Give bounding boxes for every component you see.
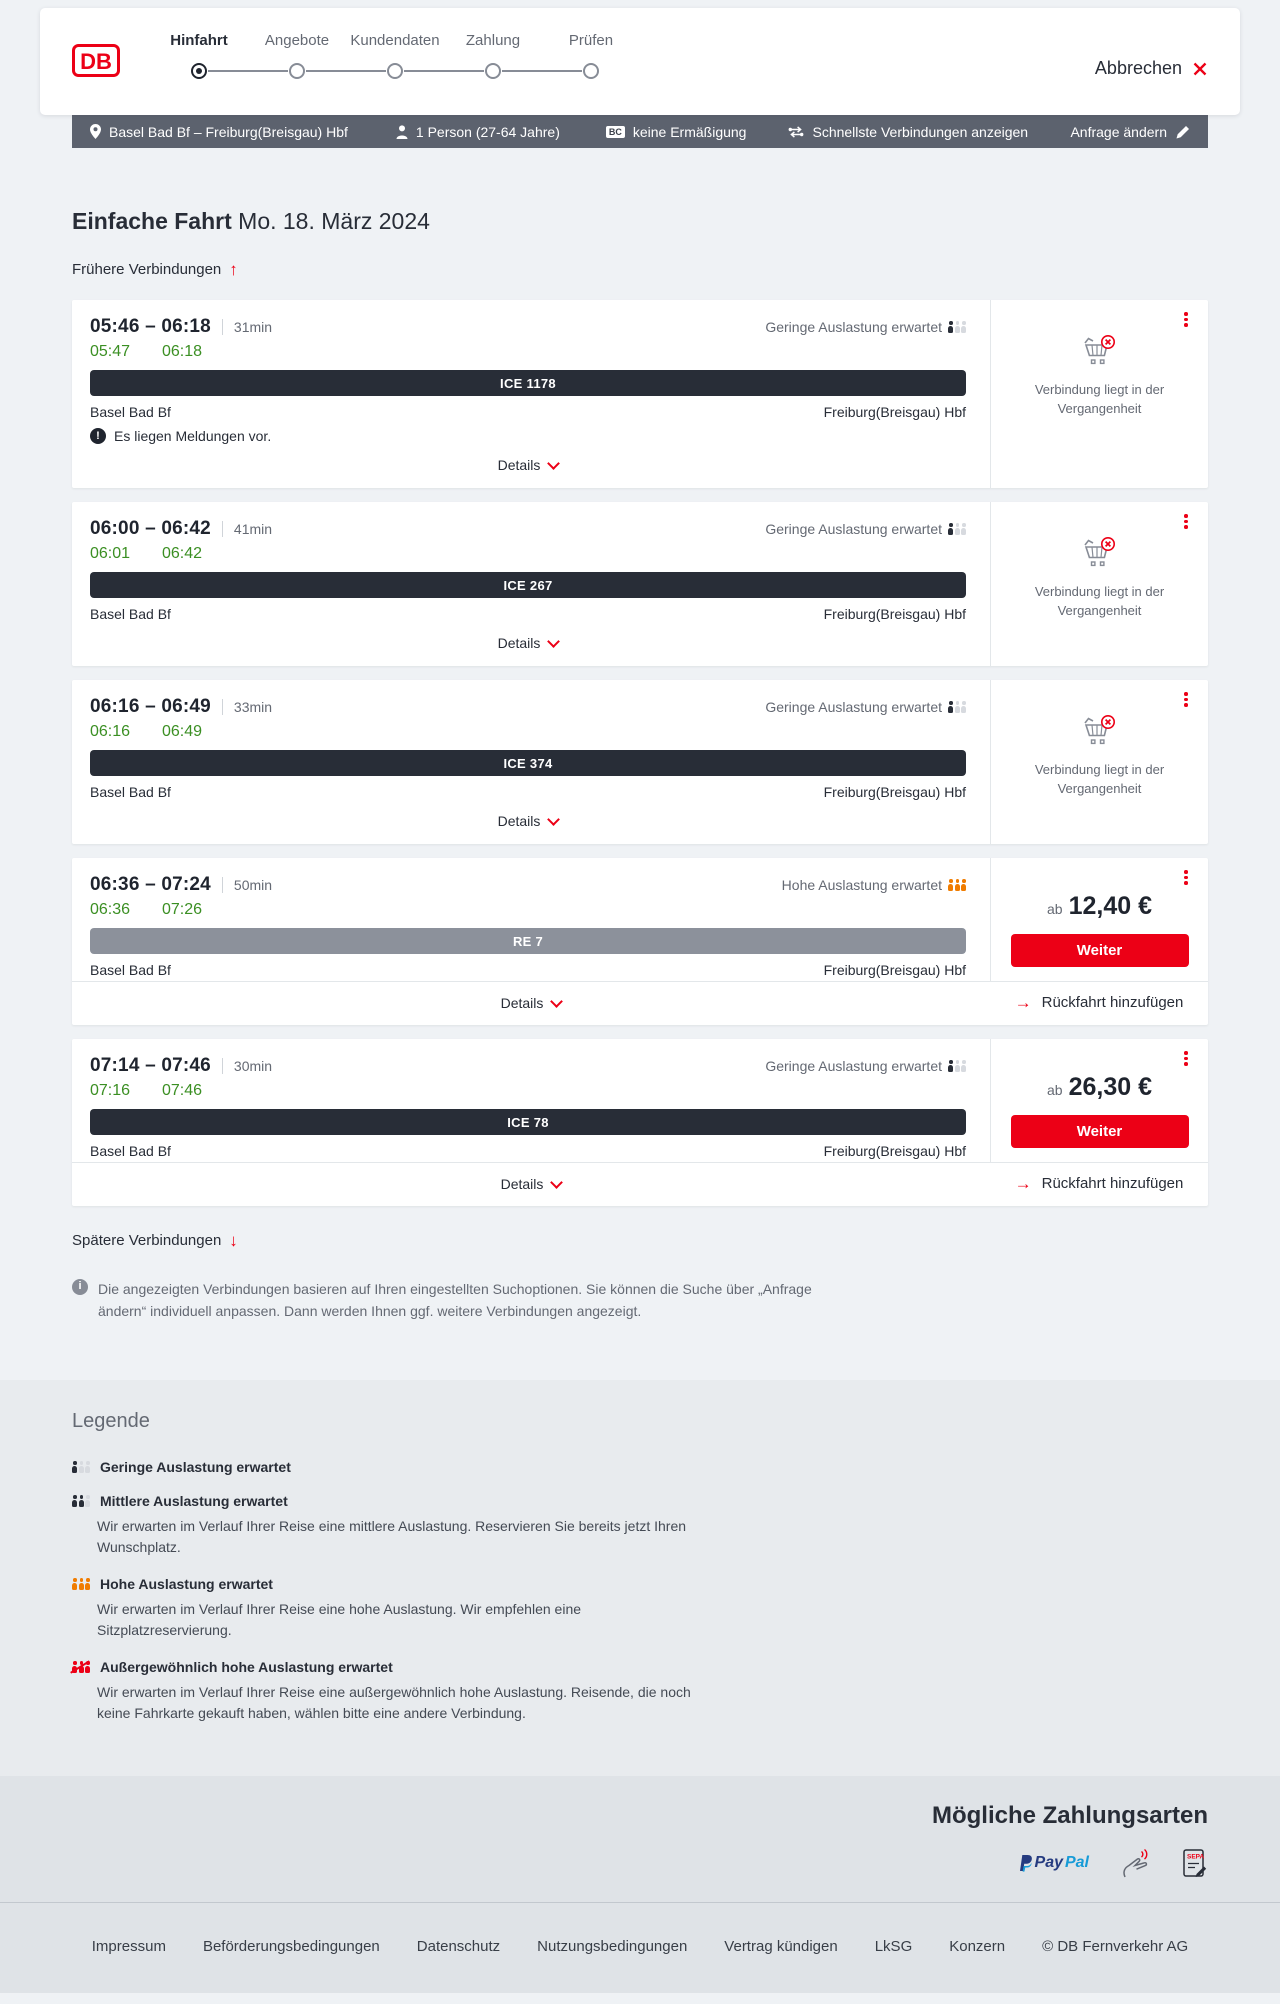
realtime-times (90, 901, 966, 919)
continue-button[interactable]: Weiter (1011, 934, 1189, 967)
destination-station: Freiburg(Breisgau) Hbf (823, 606, 966, 622)
legend-item-medium (72, 1493, 1208, 1558)
step-label: Prüfen (568, 32, 614, 49)
more-options-button[interactable] (1178, 514, 1194, 532)
occupancy-low-icon (948, 1060, 966, 1072)
summary-passengers (396, 124, 560, 140)
step-pruefen[interactable] (542, 32, 640, 79)
more-options-button[interactable] (1178, 870, 1194, 888)
footer-link-nutzungsbedingungen[interactable]: Nutzungsbedingungen (537, 1938, 688, 1956)
arrival-actual: 07:46 (162, 1082, 203, 1099)
train-segment-bar: ICE 78 (90, 1109, 966, 1135)
occupancy-label: Geringe Auslastung erwartet (765, 521, 942, 537)
details-button[interactable] (90, 622, 966, 666)
connection-card-2 (72, 502, 1208, 666)
details-button[interactable] (501, 1164, 562, 1206)
add-return-label: Rückfahrt hinzufügen (1041, 994, 1184, 1011)
person-icon (396, 125, 408, 139)
divider (222, 319, 223, 335)
details-label: Details (497, 457, 541, 473)
header (40, 8, 1240, 115)
step-label: Zahlung (465, 32, 521, 49)
legend-description: Wir erwarten im Verlauf Ihrer Reise eine hohe Auslastung. Wir empfehlen eine Sitzplatzreservierung. (97, 1601, 582, 1639)
footer-link-konzern[interactable]: Konzern (949, 1938, 1006, 1956)
legend-description: Wir erwarten im Verlauf Ihrer Reise eine mittlere Auslastung. Reservieren Sie bereits jetzt Ihren Wunschplatz. (97, 1518, 687, 1556)
occupancy-label: Geringe Auslastung erwartet (765, 699, 942, 715)
duration: 30min (233, 1058, 273, 1074)
occupancy-low-icon (948, 701, 966, 713)
duration: 41min (233, 521, 273, 537)
realtime-times (90, 545, 966, 563)
more-options-button[interactable] (1178, 1051, 1194, 1069)
chevron-down-icon (548, 635, 561, 648)
cart-unavailable-icon (1080, 714, 1120, 748)
details-label: Details (497, 813, 541, 829)
connection-card-5 (72, 1039, 1208, 1206)
connection-side-panel (990, 502, 1208, 666)
time-range: 06:36 – 07:24 (90, 874, 211, 895)
step-dot-icon (289, 63, 305, 79)
booking-panel (990, 858, 1208, 981)
booking-panel (990, 1039, 1208, 1162)
legend-section (0, 1380, 1280, 1776)
payment-section (0, 1776, 1280, 1902)
bahncard-icon: BC (606, 126, 625, 138)
footer (0, 1902, 1280, 1993)
step-label: Kundendaten (350, 32, 440, 49)
passengers-text: 1 Person (27-64 Jahre) (415, 123, 560, 140)
past-connection-status: Verbindung liegt in der Vergangenheit (1034, 584, 1165, 618)
more-options-button[interactable] (1178, 692, 1194, 710)
occupancy-medium-icon (72, 1495, 90, 1507)
step-dot-icon (485, 63, 501, 79)
realtime-times (90, 723, 966, 741)
more-options-button[interactable] (1178, 312, 1194, 330)
connection-message (90, 428, 966, 444)
legend-item-very-high (72, 1659, 1208, 1724)
details-label: Details (500, 1175, 544, 1192)
fastest-connections-toggle[interactable] (788, 124, 1028, 140)
message-text: Es liegen Meldungen vor. (114, 428, 272, 444)
step-kundendaten[interactable] (346, 32, 444, 79)
footer-link-datenschutz[interactable]: Datenschutz (416, 1938, 501, 1956)
occupancy-high-icon (72, 1578, 90, 1590)
connection-card-1 (72, 300, 1208, 488)
destination-station: Freiburg(Breisgau) Hbf (823, 784, 966, 800)
departure-actual: 06:36 (90, 901, 131, 918)
occupancy-low-icon (948, 523, 966, 535)
footer-link-vertrag-kuendigen[interactable]: Vertrag kündigen (724, 1938, 838, 1956)
db-logo-icon (72, 44, 120, 77)
legend-label: Mittlere Auslastung erwartet (100, 1493, 288, 1510)
occupancy-label: Geringe Auslastung erwartet (765, 1058, 942, 1074)
edit-request-button[interactable] (1070, 124, 1190, 140)
legend-item-low (72, 1459, 1208, 1475)
connection-info (72, 300, 990, 488)
info-note-text: Die angezeigten Verbindungen basieren auf Ihren eingestellten Suchoptionen. Sie können die Suche über „Anfrage ändern“ individuell anpassen. Dann werden Ihnen ggf. weitere Verbindungen angezeigt. (98, 1281, 812, 1319)
later-label: Spätere Verbindungen (72, 1232, 222, 1249)
location-pin-icon (90, 124, 101, 139)
arrival-actual: 07:26 (162, 901, 203, 918)
train-segment-bar: ICE 267 (90, 572, 966, 598)
discount-text: keine Ermäßigung (632, 123, 747, 140)
destination-station: Freiburg(Breisgau) Hbf (823, 404, 966, 420)
arrow-up-icon: ↑ (229, 260, 238, 279)
occupancy-high-icon (948, 879, 966, 891)
divider (222, 521, 223, 537)
chevron-down-icon (548, 813, 561, 826)
connection-card-4 (72, 858, 1208, 1025)
db-booking-page (0, 8, 1280, 1993)
realtime-times (90, 343, 966, 361)
footer-link-lksg[interactable]: LkSG (874, 1938, 913, 1956)
divider (222, 1058, 223, 1074)
price: 26,30 € (1068, 1073, 1152, 1101)
train-segment-bar: RE 7 (90, 928, 966, 954)
add-return-button[interactable] (990, 982, 1208, 1025)
time-range: 05:46 – 06:18 (90, 316, 211, 337)
edit-request-label: Anfrage ändern (1070, 123, 1167, 140)
route-text: Basel Bad Bf – Freiburg(Breisgau) Hbf (109, 123, 348, 140)
page-title (72, 208, 1208, 235)
svg-text:DB: DB (80, 49, 112, 74)
origin-station: Basel Bad Bf (90, 1143, 171, 1159)
connection-list (72, 300, 1208, 1206)
train-segment-bar: ICE 1178 (90, 370, 966, 396)
details-label: Details (500, 994, 544, 1011)
footer-copyright: © DB Fernverkehr AG (1042, 1938, 1189, 1956)
step-zahlung[interactable] (444, 32, 542, 79)
price-prefix: ab (1047, 901, 1063, 917)
origin-station: Basel Bad Bf (90, 404, 171, 420)
divider (222, 699, 223, 715)
divider (222, 877, 223, 893)
chevron-down-icon (551, 1176, 564, 1189)
chevron-down-icon (548, 457, 561, 470)
progress-stepper (150, 32, 640, 79)
origin-station: Basel Bad Bf (90, 962, 171, 978)
close-icon (1192, 61, 1208, 77)
connection-info (72, 502, 990, 666)
step-label: Angebote (264, 32, 330, 49)
paypal-text-pay: Pay (1034, 1854, 1063, 1872)
add-return-button[interactable] (990, 1163, 1208, 1206)
train-segment-bar: ICE 374 (90, 750, 966, 776)
occupancy-low-icon (948, 321, 966, 333)
legend-item-high (72, 1576, 1208, 1641)
later-connections-button[interactable] (72, 1232, 238, 1249)
cart-unavailable-icon (1080, 536, 1120, 570)
payment-title: Mögliche Zahlungsarten (931, 1802, 1208, 1830)
details-button[interactable] (90, 800, 966, 844)
search-summary-bar (72, 115, 1208, 148)
arrival-actual: 06:42 (162, 545, 203, 562)
paypal-mark-icon (1018, 1854, 1033, 1872)
paypal-text-pal: Pal (1064, 1854, 1089, 1872)
past-connection-status: Verbindung liegt in der Vergangenheit (1034, 382, 1165, 416)
footer-link-impressum[interactable]: Impressum (91, 1938, 166, 1956)
departure-actual: 05:47 (90, 343, 131, 360)
arrow-right-icon: → (1014, 1174, 1032, 1193)
origin-station: Basel Bad Bf (90, 606, 171, 622)
cancel-button[interactable] (1095, 58, 1208, 79)
occupancy-very-high-icon (72, 1661, 90, 1673)
time-range: 06:16 – 06:49 (90, 696, 211, 717)
departure-actual: 06:16 (90, 723, 131, 740)
summary-discount (606, 124, 747, 140)
duration: 50min (233, 877, 273, 893)
connection-side-panel (990, 300, 1208, 488)
departure-actual: 06:01 (90, 545, 131, 562)
origin-station: Basel Bad Bf (90, 784, 171, 800)
details-button[interactable] (90, 444, 966, 488)
connection-info (72, 858, 990, 981)
footer-link-befoerderungsbedingungen[interactable]: Beförderungsbedingungen (202, 1938, 380, 1956)
legend-title: Legende (72, 1410, 150, 1433)
results-section (0, 8, 1280, 1380)
chevron-down-icon (551, 995, 564, 1008)
details-label: Details (497, 635, 541, 651)
cancel-label: Abbrechen (1094, 58, 1182, 78)
cart-unavailable-icon (1080, 334, 1120, 368)
duration: 33min (233, 699, 273, 715)
summary-route (90, 124, 348, 140)
connection-info (72, 1039, 990, 1162)
step-label: Hinfahrt (170, 32, 228, 49)
continue-button[interactable]: Weiter (1011, 1115, 1189, 1148)
realtime-times (90, 1082, 966, 1100)
arrow-down-icon: ↓ (229, 1231, 238, 1250)
earlier-label: Frühere Verbindungen (72, 261, 222, 278)
occupancy-label: Geringe Auslastung erwartet (765, 319, 942, 335)
legend-label: Hohe Auslastung erwartet (100, 1576, 273, 1593)
past-connection-status: Verbindung liegt in der Vergangenheit (1034, 762, 1165, 796)
price: 12,40 € (1068, 892, 1152, 920)
trip-date: Mo. 18. März 2024 (238, 208, 430, 234)
time-range: 07:14 – 07:46 (90, 1055, 211, 1076)
connection-card-3 (72, 680, 1208, 844)
trip-type: Einfache Fahrt (72, 208, 232, 234)
step-hinfahrt[interactable] (150, 32, 248, 79)
step-dot-icon (583, 63, 599, 79)
credit-card-hand-icon (1119, 1848, 1153, 1878)
paypal-icon (1018, 1854, 1089, 1872)
step-dot-active-icon (191, 63, 207, 79)
search-info-note (72, 1279, 862, 1322)
sepa-text: SEPA (1187, 1853, 1205, 1861)
destination-station: Freiburg(Breisgau) Hbf (823, 962, 966, 978)
alert-icon: ! (90, 428, 106, 444)
info-icon: i (72, 1279, 88, 1295)
add-return-label: Rückfahrt hinzufügen (1041, 1175, 1184, 1192)
fastest-text: Schnellste Verbindungen anzeigen (812, 123, 1029, 140)
sepa-direct-debit-icon (1183, 1849, 1208, 1877)
legend-label: Geringe Auslastung erwartet (100, 1459, 291, 1476)
connection-side-panel (990, 680, 1208, 844)
earlier-connections-button[interactable] (72, 261, 238, 278)
details-button[interactable] (501, 983, 562, 1025)
legend-label: Außergewöhnlich hohe Auslastung erwartet (100, 1659, 393, 1676)
legend-description: Wir erwarten im Verlauf Ihrer Reise eine außergewöhnlich hohe Auslastung. Reisende, die noch keine Fahrkarte gekauft haben, wählen bitte eine andere Verbindung. (97, 1684, 691, 1722)
occupancy-low-icon (72, 1461, 90, 1473)
price-prefix: ab (1047, 1082, 1063, 1098)
step-dot-icon (387, 63, 403, 79)
arrival-actual: 06:18 (162, 343, 203, 360)
departure-actual: 07:16 (90, 1082, 131, 1099)
arrow-right-icon: → (1014, 993, 1032, 1012)
duration: 31min (233, 319, 273, 335)
pencil-icon (1176, 125, 1190, 139)
destination-station: Freiburg(Breisgau) Hbf (823, 1143, 966, 1159)
db-logo[interactable] (72, 44, 120, 82)
swap-arrows-icon (788, 126, 804, 138)
step-angebote[interactable] (248, 32, 346, 79)
connection-info (72, 680, 990, 844)
arrival-actual: 06:49 (162, 723, 203, 740)
time-range: 06:00 – 06:42 (90, 518, 211, 539)
occupancy-label: Hohe Auslastung erwartet (781, 877, 942, 893)
